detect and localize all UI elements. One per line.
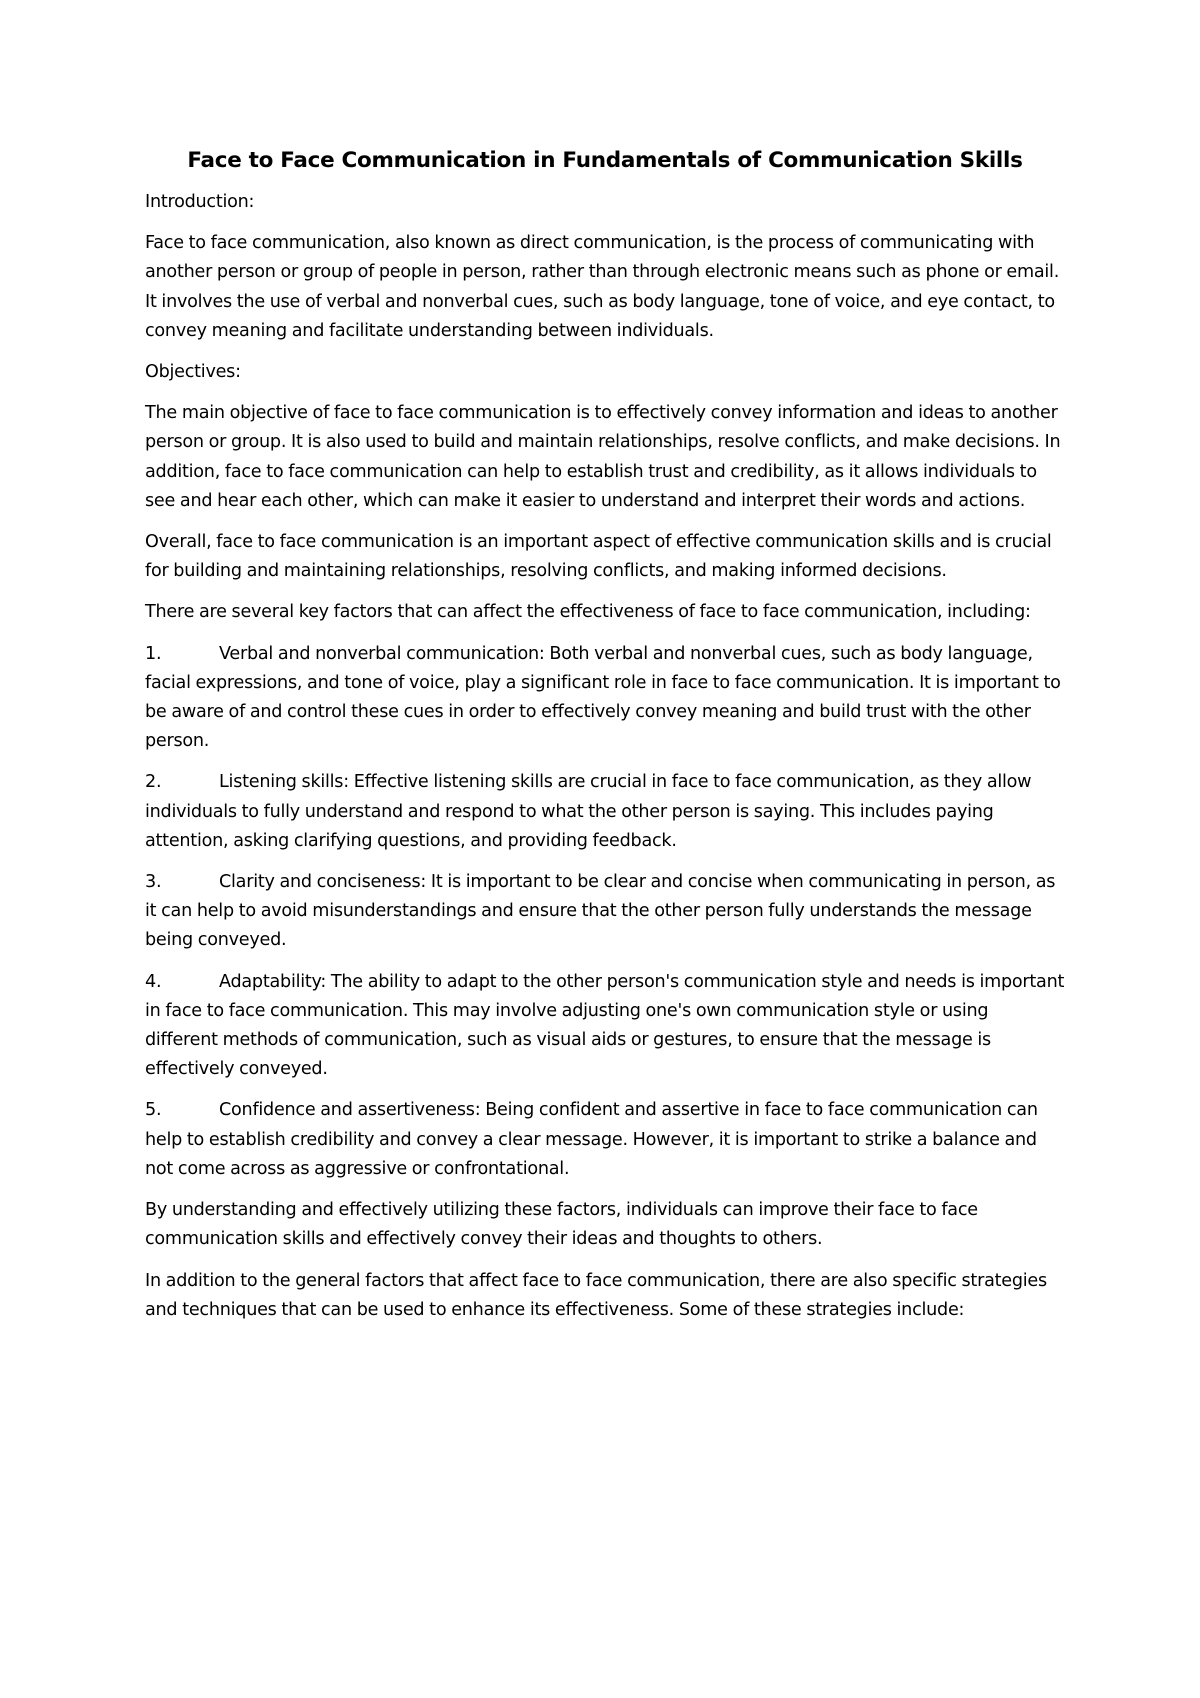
list-item: [145, 768, 1065, 856]
list-item: [145, 868, 1065, 956]
list-item-text: Listening skills: Effective listening skills are crucial in face to face communication, as they allow individuals to fully understand and respond to what the other person is saying. This includes paying attention, asking clarifying questions, and providing feedback.: [145, 772, 1032, 851]
list-item-text: Clarity and conciseness: It is important to be clear and concise when communicating in person, as it can help to avoid misunderstandings and ensure that the other person fully understands the message being conveyed.: [145, 872, 1056, 951]
list-item-text: Verbal and nonverbal communication: Both verbal and nonverbal cues, such as body language, facial expressions, and tone of voice, play a significant role in face to face communication. It is important to be aware of and control these cues in order to effectively convey meaning and build trust with the other person.: [145, 643, 1061, 752]
paragraph-overall: Overall, face to face communication is an important aspect of effective communication skills and is crucial for building and maintaining relationships, resolving conflicts, and making informed decisions.: [145, 532, 1052, 582]
list-item-number: 3.: [145, 872, 162, 893]
paragraph-key-factors-intro: There are several key factors that can affect the effectiveness of face to face communication, including:: [145, 602, 1031, 623]
list-item-number: 5.: [145, 1100, 162, 1121]
list-item: [145, 968, 1065, 1085]
document-title: Face to Face Communication in Fundamentals of Communication Skills: [187, 148, 1023, 173]
list-item: [145, 640, 1065, 757]
document-page: [145, 146, 1065, 1337]
paragraph-conclusion: By understanding and effectively utilizing these factors, individuals can improve their face to face communication skills and effectively convey their ideas and thoughts to others.: [145, 1200, 978, 1250]
list-item-number: 1.: [145, 643, 162, 664]
list-item-text: Confidence and assertiveness: Being confident and assertive in face to face communication can help to establish credibility and convey a clear message. However, it is important to strike a balance and not come across as aggressive or confrontational.: [145, 1100, 1038, 1179]
paragraph-strategies-intro: In addition to the general factors that affect face to face communication, there are also specific strategies and techniques that can be used to enhance its effectiveness. Some of these strategies include:: [145, 1270, 1047, 1320]
heading-objectives: Objectives:: [145, 362, 241, 383]
paragraph-introduction: Face to face communication, also known as direct communication, is the process of communicating with another person or group of people in person, rather than through electronic means such as phone or email. It involves the use of verbal and nonverbal cues, such as body language, tone of voice, and eye contact, to convey meaning and facilitate understanding between individuals.: [145, 233, 1060, 341]
list-item: [145, 1096, 1065, 1184]
list-item-number: 4.: [145, 971, 162, 992]
list-item-text: Adaptability: The ability to adapt to the other person's communication style and needs is important in face to face communication. This may involve adjusting one's own communication style or using different methods of communication, such as visual aids or gestures, to ensure that the message is effectively conveyed.: [145, 971, 1065, 1080]
heading-introduction: Introduction:: [145, 192, 255, 212]
list-item-number: 2.: [145, 772, 162, 793]
paragraph-objectives: The main objective of face to face communication is to effectively convey information and ideas to another person or group. It is also used to build and maintain relationships, resolve conflicts, and make decisions. In addition, face to face communication can help to establish trust and credibility, as it allows individuals to see and hear each other, which can make it easier to understand and interpret their words and actions.: [145, 403, 1061, 511]
